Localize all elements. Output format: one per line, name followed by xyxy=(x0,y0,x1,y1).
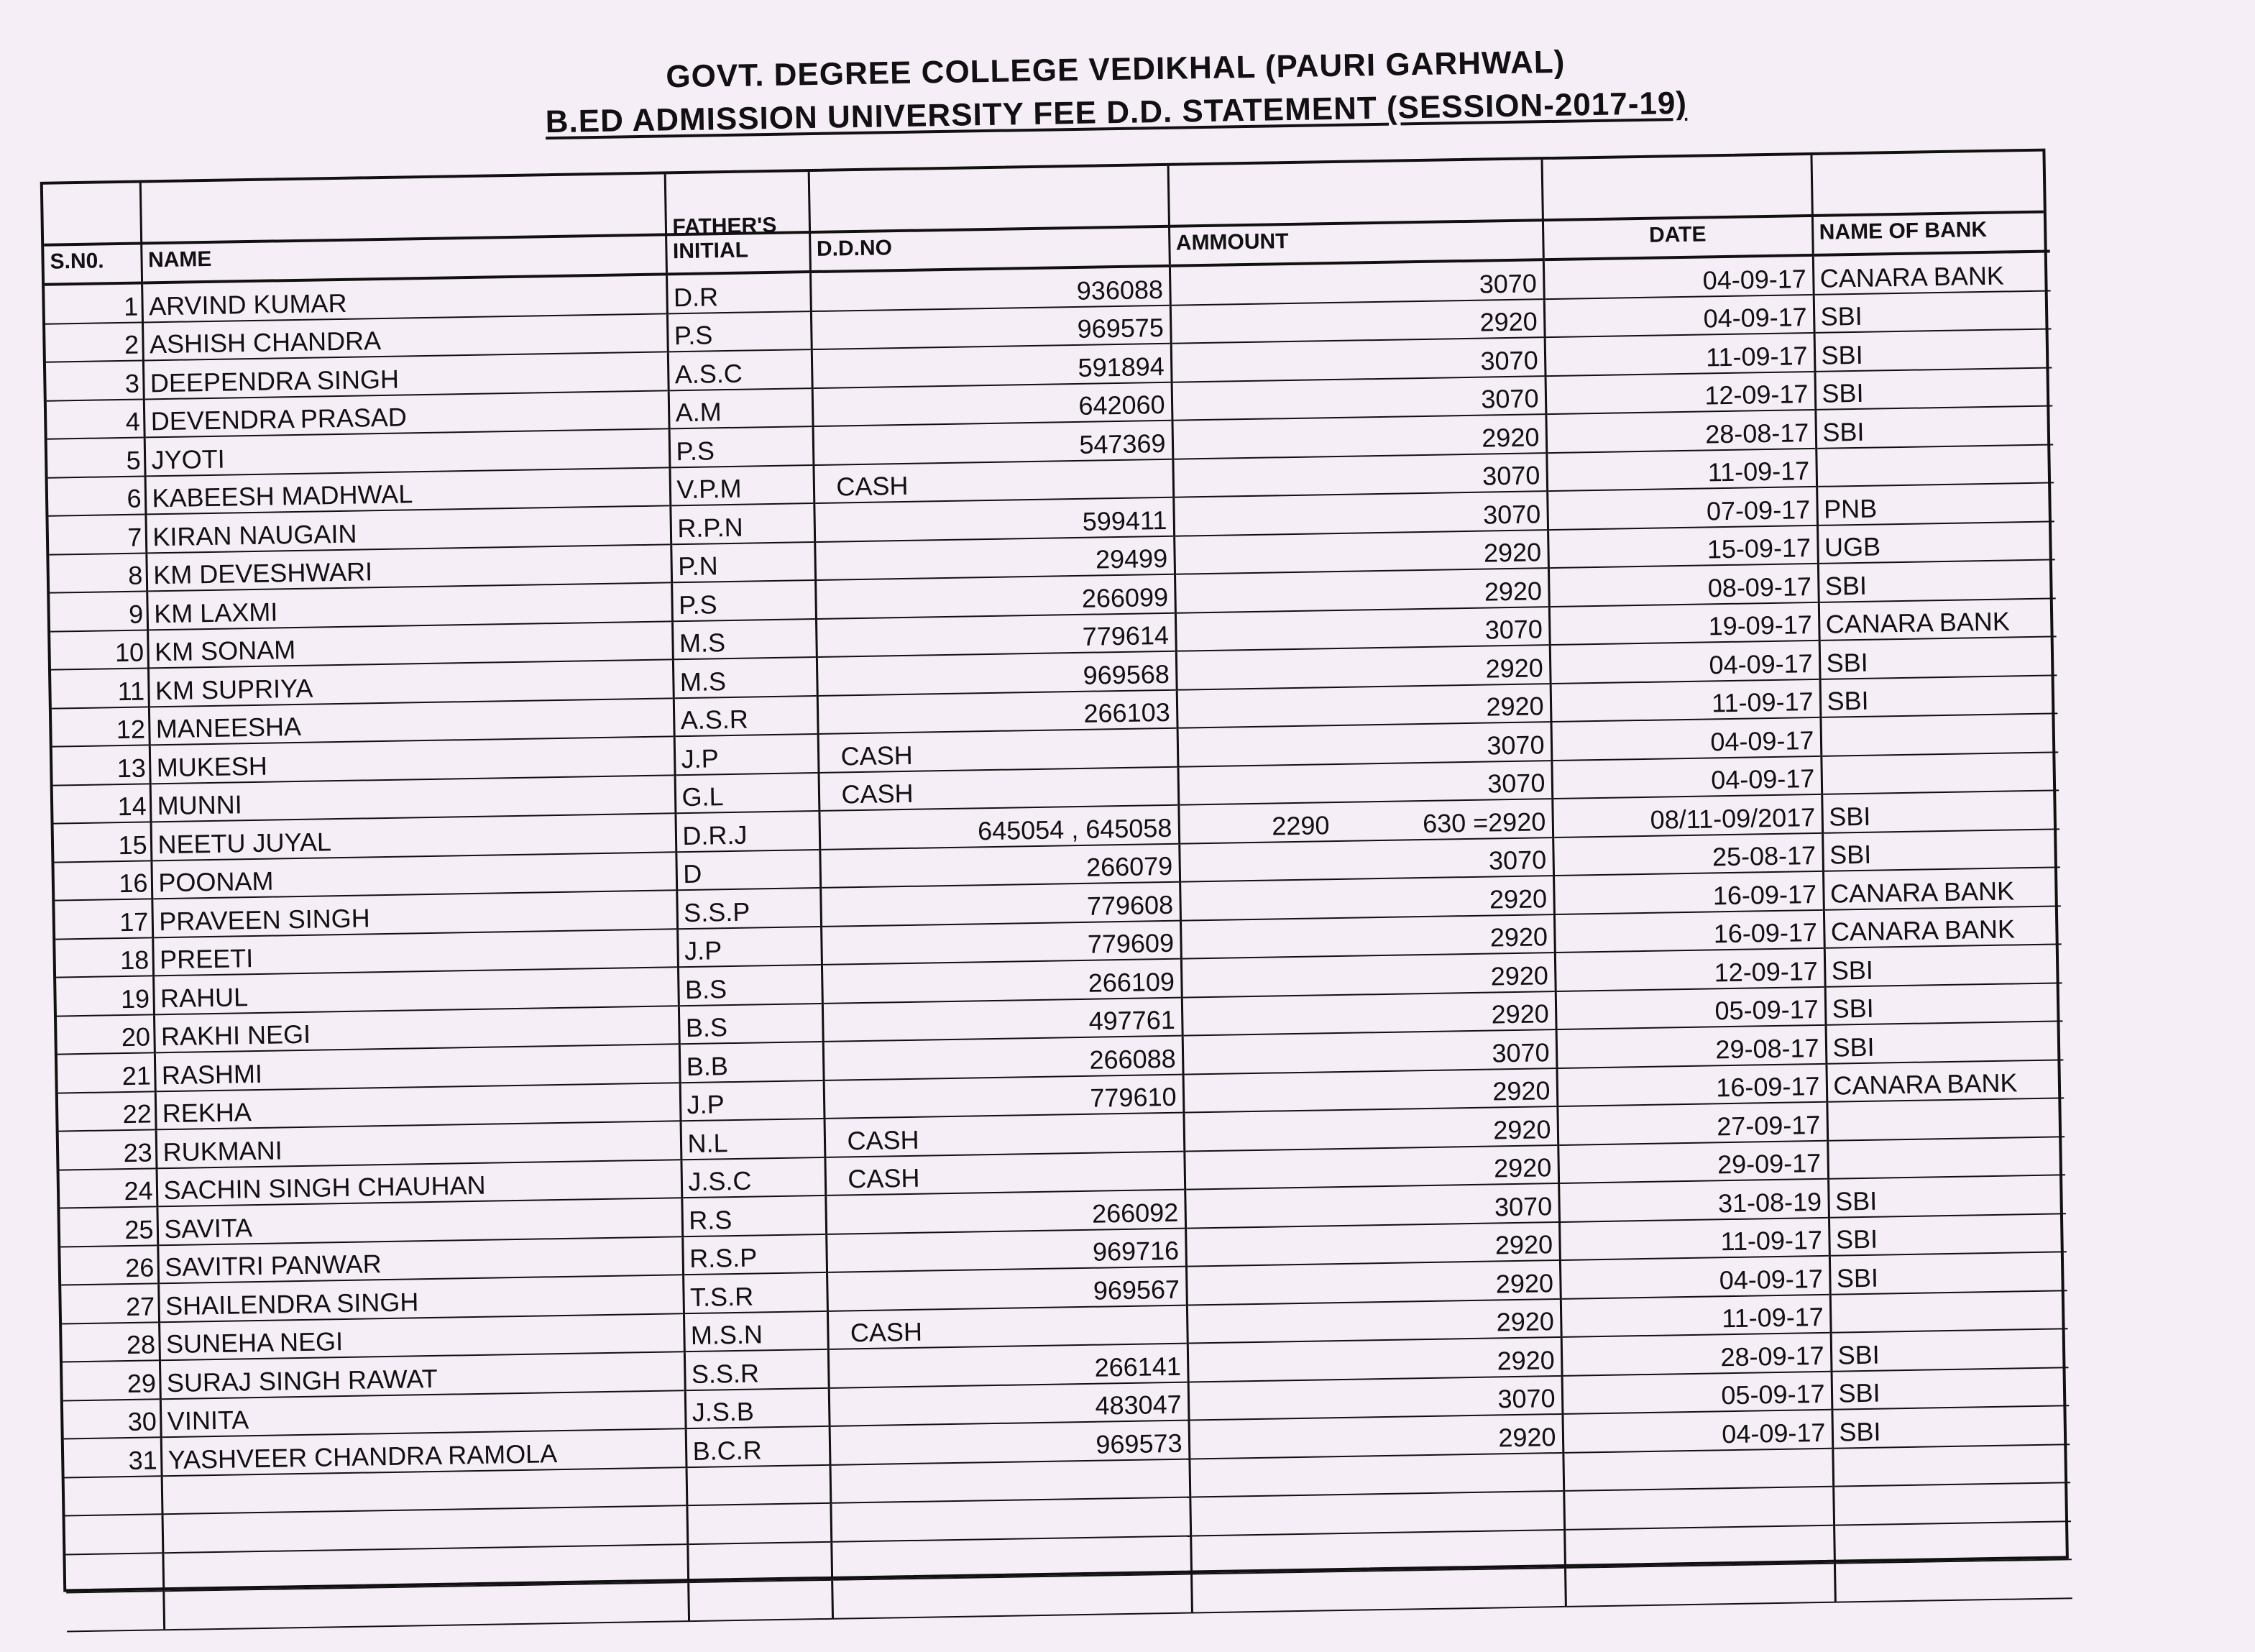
cell-sno: 21 xyxy=(58,1052,155,1093)
cell-father-initial: M.S.N xyxy=(684,1311,828,1352)
cell-bank: SBI xyxy=(1831,1329,2069,1371)
cell-dd-no: 266088 xyxy=(823,1036,1183,1080)
cell-date: 11-09-17 xyxy=(1546,448,1817,491)
cell-date: 11-09-17 xyxy=(1561,1294,1831,1337)
cell-sno: 9 xyxy=(50,591,147,631)
cell-dd-no: CASH xyxy=(818,728,1178,773)
cell-father-initial: M.S xyxy=(672,619,817,660)
cell-bank: PNB xyxy=(1817,482,2054,525)
cell-name: SAVITRI PANWAR xyxy=(157,1236,683,1284)
cell-date: 31-08-19 xyxy=(1558,1179,1829,1222)
cell-date: 28-09-17 xyxy=(1561,1333,1832,1376)
cell-dd-no: 266103 xyxy=(817,689,1177,734)
cell-amount: 2920 xyxy=(1187,1298,1561,1343)
amount-part: 2290 xyxy=(1271,809,1330,841)
cell-sno: 8 xyxy=(49,553,147,593)
cell-bank xyxy=(1816,444,2054,487)
cell-bank xyxy=(1827,1098,2065,1140)
cell-dd-no: 642060 xyxy=(812,382,1172,426)
fee-statement-sheet xyxy=(40,149,2069,1592)
cell-bank: SBI xyxy=(1814,329,2052,371)
cell-amount: 2920 xyxy=(1183,1106,1558,1151)
column-header-amount: AMMOUNT xyxy=(1168,160,1543,266)
cell-bank: SBI xyxy=(1832,1367,2070,1410)
cell-father-initial: T.S.R xyxy=(683,1272,827,1313)
cell-sno: 4 xyxy=(47,399,144,439)
cell-sno: 15 xyxy=(54,822,152,862)
cell-father-initial: P.S xyxy=(671,580,816,621)
cell-name: YASHVEER CHANDRA RAMOLA xyxy=(161,1428,686,1476)
cell-amount: 2920 xyxy=(1180,914,1555,959)
cell-date: 04-09-17 xyxy=(1560,1256,1830,1299)
cell-amount: 3070 xyxy=(1179,838,1553,882)
cell-bank xyxy=(1820,713,2058,756)
empty-cell xyxy=(688,1580,832,1621)
cell-father-initial: P.S xyxy=(667,311,812,352)
cell-name: SURAJ SINGH RAWAT xyxy=(160,1352,685,1399)
cell-name: DEEPENDRA SINGH xyxy=(143,352,669,399)
cell-father-initial: S.S.R xyxy=(684,1349,829,1390)
cell-bank: SBI xyxy=(1832,1405,2070,1448)
cell-amount: 3070 xyxy=(1188,1375,1563,1420)
cell-amount: 2920 xyxy=(1175,568,1549,612)
cell-date: 29-09-17 xyxy=(1558,1140,1828,1183)
cell-father-initial: R.S.P xyxy=(682,1234,827,1275)
empty-cell xyxy=(1833,1482,2071,1525)
cell-bank: CANARA BANK xyxy=(1824,906,2062,948)
cell-name: KM LAXMI xyxy=(147,582,672,630)
cell-father-initial: A.M xyxy=(669,388,813,429)
cell-amount: 2920 xyxy=(1177,684,1551,728)
cell-date: 04-09-17 xyxy=(1544,294,1814,337)
cell-father-initial: G.L xyxy=(675,772,819,813)
column-header-dd-no: D.D.NO xyxy=(809,166,1170,272)
cell-amount: 3070 xyxy=(1182,1029,1557,1074)
cell-bank: SBI xyxy=(1815,405,2053,448)
cell-date: 16-09-17 xyxy=(1554,909,1824,953)
cell-date: 11-09-17 xyxy=(1559,1217,1829,1260)
empty-cell xyxy=(1190,1491,1564,1536)
cell-name: KABEESH MADHWAL xyxy=(145,467,671,515)
cell-amount: 2920 xyxy=(1189,1414,1563,1459)
cell-amount: 2920 xyxy=(1174,530,1548,574)
cell-amount: 3070 xyxy=(1177,761,1552,805)
cell-amount: 3070 xyxy=(1170,260,1544,305)
cell-sno: 26 xyxy=(60,1245,158,1285)
empty-cell xyxy=(1565,1564,1835,1607)
cell-name: KIRAN NAUGAIN xyxy=(145,505,671,553)
cell-name: SHAILENDRA SINGH xyxy=(158,1275,684,1322)
cell-dd-no: 266099 xyxy=(815,574,1175,619)
cell-sno: 20 xyxy=(57,1014,155,1055)
cell-name: MUNNI xyxy=(150,775,676,822)
cell-amount: 2920 xyxy=(1183,1068,1558,1113)
cell-father-initial: J.P xyxy=(680,1080,825,1121)
cell-name: RASHMI xyxy=(155,1044,680,1091)
document-title: GOVT. DEGREE COLLEGE VEDIKHAL (PAURI GARHWAL) xyxy=(666,44,1566,95)
cell-dd-no: 266109 xyxy=(822,959,1182,1004)
cell-dd-no: 936088 xyxy=(810,266,1170,311)
cell-name: SAVITA xyxy=(157,1198,682,1245)
column-header-name: NAME xyxy=(140,174,666,283)
empty-cell xyxy=(832,1574,1192,1619)
cell-amount: 2920 xyxy=(1188,1337,1562,1382)
cell-sno: 17 xyxy=(55,899,152,939)
cell-dd-no: CASH xyxy=(813,459,1173,503)
empty-cell xyxy=(1563,1487,1834,1530)
cell-dd-no: 483047 xyxy=(829,1382,1189,1426)
empty-cell xyxy=(1189,1452,1563,1497)
cell-name: DEVENDRA PRASAD xyxy=(144,390,669,438)
cell-father-initial: R.P.N xyxy=(670,503,814,544)
cell-dd-no: 779608 xyxy=(820,882,1180,927)
cell-amount xyxy=(1178,799,1553,843)
empty-cell xyxy=(1564,1525,1834,1568)
cell-father-initial: M.S xyxy=(673,657,817,698)
cell-sno: 2 xyxy=(45,322,143,362)
cell-father-initial: D.R.J xyxy=(675,811,819,852)
cell-date: 12-09-17 xyxy=(1555,948,1825,991)
empty-cell xyxy=(687,1541,832,1582)
cell-dd-no: 779610 xyxy=(824,1074,1184,1119)
cell-name: RAHUL xyxy=(153,967,679,1014)
cell-bank: SBI xyxy=(1828,1175,2066,1217)
cell-amount: 2920 xyxy=(1186,1260,1561,1305)
cell-father-initial: P.N xyxy=(671,542,815,583)
cell-father-initial: N.L xyxy=(681,1119,825,1160)
empty-cell xyxy=(66,1591,164,1631)
cell-sno: 7 xyxy=(48,514,146,554)
empty-cell xyxy=(830,1497,1190,1542)
cell-bank: SBI xyxy=(1819,636,2057,679)
cell-amount: 2920 xyxy=(1172,414,1546,459)
cell-dd-no: 599411 xyxy=(814,497,1174,542)
cell-amount: 3070 xyxy=(1177,722,1552,766)
cell-date: 28-08-17 xyxy=(1546,410,1816,453)
cell-amount: 3070 xyxy=(1173,491,1548,536)
cell-sno: 27 xyxy=(61,1283,159,1323)
cell-dd-no: CASH xyxy=(819,766,1179,811)
column-header-sno: S.N0. xyxy=(43,183,142,285)
cell-bank: CANARA BANK xyxy=(1813,251,2051,294)
cell-date: 08-09-17 xyxy=(1548,564,1819,607)
document-subtitle: B.ED ADMISSION UNIVERSITY FEE D.D. STATEMENT (SESSION-2017-19) xyxy=(545,85,1688,140)
cell-bank: SBI xyxy=(1829,1213,2067,1256)
amount-total: 630 =2920 xyxy=(1422,806,1546,838)
cell-name: MUKESH xyxy=(150,736,675,784)
cell-date: 05-09-17 xyxy=(1556,986,1826,1029)
cell-dd-no: 969573 xyxy=(830,1421,1190,1465)
empty-cell xyxy=(1191,1568,1566,1612)
cell-bank: SBI xyxy=(1814,367,2052,410)
cell-sno: 22 xyxy=(58,1091,156,1132)
cell-dd-no: 547369 xyxy=(813,421,1173,465)
cell-bank: SBI xyxy=(1820,675,2058,717)
cell-bank: SBI xyxy=(1822,829,2060,871)
cell-father-initial: D.R xyxy=(666,272,811,313)
cell-father-initial: V.P.M xyxy=(669,465,814,506)
cell-amount: 3070 xyxy=(1175,607,1550,651)
cell-amount: 3070 xyxy=(1171,337,1546,382)
cell-bank: SBI xyxy=(1814,290,2052,333)
cell-amount: 2920 xyxy=(1184,1144,1558,1189)
cell-amount: 2920 xyxy=(1180,876,1554,920)
cell-amount: 3070 xyxy=(1185,1183,1559,1228)
cell-dd-no: CASH xyxy=(825,1151,1185,1196)
cell-sno: 10 xyxy=(50,630,148,670)
cell-name: KM DEVESHWARI xyxy=(146,544,671,592)
empty-cell xyxy=(1563,1448,1833,1491)
cell-date: 08/11-09/2017 xyxy=(1552,794,1822,838)
cell-father-initial: J.P xyxy=(677,926,822,967)
cell-sno: 12 xyxy=(52,707,150,747)
cell-dd-no: 591894 xyxy=(812,344,1172,388)
cell-sno: 29 xyxy=(63,1360,160,1400)
cell-date: 05-09-17 xyxy=(1562,1371,1832,1414)
empty-cell xyxy=(1190,1529,1565,1574)
empty-cell xyxy=(686,1464,831,1505)
cell-sno: 24 xyxy=(60,1168,157,1208)
empty-cell xyxy=(65,1514,163,1554)
cell-name: RAKHI NEGI xyxy=(154,1006,679,1053)
cell-amount: 2920 xyxy=(1176,645,1551,689)
table-body xyxy=(45,251,2072,1631)
cell-bank: SBI xyxy=(1826,1021,2064,1063)
cell-amount: 2920 xyxy=(1185,1221,1560,1266)
cell-sno: 14 xyxy=(53,784,151,824)
cell-sno: 1 xyxy=(45,283,142,323)
cell-sno: 3 xyxy=(46,360,144,400)
cell-name: ASHISH CHANDRA xyxy=(142,313,668,361)
cell-father-initial: J.S.B xyxy=(685,1387,830,1428)
cell-sno: 25 xyxy=(60,1206,157,1247)
cell-sno: 28 xyxy=(62,1322,160,1362)
cell-name: JYOTI xyxy=(144,428,670,476)
cell-father-initial: B.S xyxy=(678,965,822,1006)
cell-dd-no: 266092 xyxy=(825,1190,1185,1234)
empty-cell xyxy=(65,1476,162,1516)
cell-amount: 2920 xyxy=(1170,299,1545,344)
empty-cell xyxy=(1834,1521,2072,1564)
cell-bank: SBI xyxy=(1822,790,2059,832)
cell-name: PREETI xyxy=(152,929,678,976)
cell-name: POONAM xyxy=(151,852,676,899)
cell-date: 11-09-17 xyxy=(1551,679,1821,722)
cell-father-initial: J.P xyxy=(674,734,819,775)
empty-cell xyxy=(163,1582,689,1630)
cell-father-initial: R.S xyxy=(681,1196,826,1236)
cell-name: SUNEHA NEGI xyxy=(159,1313,684,1361)
cell-dd-no: CASH xyxy=(827,1305,1188,1349)
cell-father-initial: A.S.C xyxy=(668,349,812,390)
cell-date: 04-09-17 xyxy=(1551,756,1822,799)
column-header-father-initial: FATHER'S INITIAL xyxy=(665,172,810,274)
cell-bank: CANARA BANK xyxy=(1826,1060,2064,1102)
cell-bank xyxy=(1821,752,2059,794)
cell-sno: 19 xyxy=(56,976,154,1016)
cell-dd-no: 497761 xyxy=(822,997,1182,1042)
empty-cell xyxy=(831,1536,1191,1580)
cell-dd-no: 969575 xyxy=(811,305,1171,349)
cell-date: 25-08-17 xyxy=(1553,832,1823,876)
cell-bank: UGB xyxy=(1817,521,2055,564)
cell-name: KM SONAM xyxy=(147,621,673,669)
fee-statement-table xyxy=(43,151,2072,1631)
cell-date: 27-09-17 xyxy=(1557,1102,1827,1145)
cell-sno: 23 xyxy=(59,1129,157,1170)
cell-dd-no: 779614 xyxy=(816,612,1176,657)
cell-dd-no: 969568 xyxy=(817,651,1177,696)
cell-date: 19-09-17 xyxy=(1549,602,1819,645)
cell-dd-no: 969567 xyxy=(827,1267,1187,1311)
cell-sno: 6 xyxy=(48,476,146,516)
cell-name: KM SUPRIYA xyxy=(148,659,674,707)
cell-date: 16-09-17 xyxy=(1553,871,1824,914)
cell-amount: 3070 xyxy=(1172,376,1546,421)
cell-dd-no: 29499 xyxy=(814,536,1175,580)
empty-cell xyxy=(830,1459,1190,1503)
cell-name: MANEESHA xyxy=(149,698,674,745)
empty-cell xyxy=(686,1503,831,1544)
cell-bank: CANARA BANK xyxy=(1823,867,2061,909)
empty-cell xyxy=(1834,1559,2072,1602)
cell-bank: SBI xyxy=(1829,1252,2067,1294)
column-header-bank: NAME OF BANK xyxy=(1811,151,2049,254)
cell-dd-no: 266141 xyxy=(828,1344,1188,1388)
cell-dd-no: 266079 xyxy=(819,843,1180,888)
cell-dd-no: 779609 xyxy=(821,920,1181,965)
cell-name: VINITA xyxy=(160,1390,686,1438)
cell-date: 29-08-17 xyxy=(1556,1025,1827,1068)
cell-bank: SBI xyxy=(1825,983,2063,1025)
cell-dd-no: 645054 , 645058 xyxy=(819,805,1179,850)
cell-sno: 31 xyxy=(64,1437,162,1477)
cell-bank: SBI xyxy=(1818,559,2056,602)
cell-date: 11-09-17 xyxy=(1545,333,1815,376)
cell-name: REKHA xyxy=(155,1083,681,1130)
cell-father-initial: D xyxy=(676,849,820,890)
empty-cell xyxy=(1832,1444,2070,1487)
cell-dd-no: 969716 xyxy=(826,1228,1186,1272)
cell-father-initial: J.S.C xyxy=(681,1157,825,1198)
cell-sno: 11 xyxy=(51,668,149,708)
column-header-date: DATE xyxy=(1542,155,1813,260)
cell-date: 04-09-17 xyxy=(1543,255,1814,299)
cell-sno: 5 xyxy=(47,437,145,477)
cell-name: ARVIND KUMAR xyxy=(142,274,667,322)
cell-date: 04-09-17 xyxy=(1562,1410,1832,1453)
cell-date: 15-09-17 xyxy=(1548,525,1818,568)
cell-dd-no: CASH xyxy=(825,1113,1185,1157)
cell-father-initial: B.S xyxy=(679,1003,823,1044)
cell-name: SACHIN SINGH CHAUHAN xyxy=(157,1160,682,1207)
cell-bank xyxy=(1827,1137,2065,1179)
cell-date: 16-09-17 xyxy=(1556,1063,1827,1106)
cell-sno: 30 xyxy=(63,1399,161,1439)
cell-father-initial: S.S.P xyxy=(676,888,821,929)
empty-cell xyxy=(65,1553,163,1593)
cell-sno: 18 xyxy=(55,937,153,978)
cell-bank: CANARA BANK xyxy=(1819,598,2057,641)
cell-father-initial: P.S xyxy=(669,426,814,467)
cell-amount: 2920 xyxy=(1181,953,1556,997)
cell-sno: 16 xyxy=(54,861,152,901)
cell-amount: 2920 xyxy=(1182,991,1556,1036)
cell-name: NEETU JUYAL xyxy=(151,813,676,861)
cell-name: PRAVEEN SINGH xyxy=(152,890,677,937)
cell-father-initial: A.S.R xyxy=(674,695,818,736)
cell-name: RUKMANI xyxy=(156,1121,681,1168)
cell-date: 04-09-17 xyxy=(1550,641,1820,684)
cell-father-initial: B.B xyxy=(679,1042,824,1083)
cell-amount: 3070 xyxy=(1172,453,1547,497)
cell-date: 04-09-17 xyxy=(1551,717,1821,761)
cell-sno: 13 xyxy=(52,745,150,785)
cell-date: 12-09-17 xyxy=(1546,371,1816,414)
cell-date: 07-09-17 xyxy=(1547,487,1817,530)
cell-father-initial: B.C.R xyxy=(686,1426,830,1467)
cell-bank xyxy=(1830,1290,2068,1333)
cell-bank: SBI xyxy=(1824,944,2062,986)
